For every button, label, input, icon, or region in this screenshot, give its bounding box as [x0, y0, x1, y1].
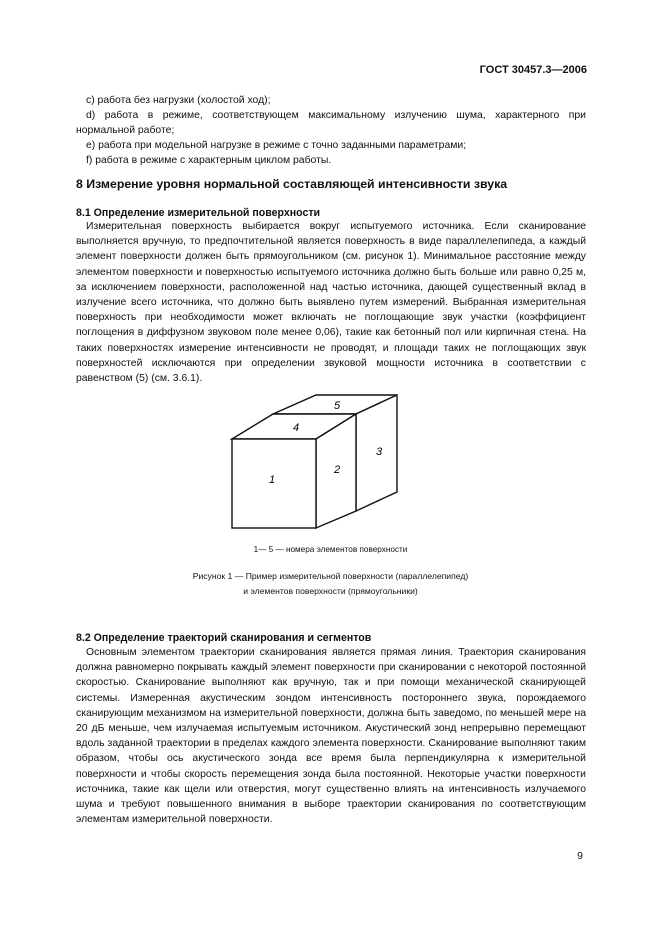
section-8-heading: 8 Измерение уровня нормальной составляющей интенсивности звука [76, 177, 508, 191]
element-label-1: 1 [268, 474, 276, 486]
element-label-5: 5 [333, 400, 341, 412]
list-item-c: c) работа без нагрузки (холостой ход); [86, 95, 271, 106]
list-item-f: f) работа в режиме с характерным циклом работы. [86, 155, 332, 166]
element-label-4: 4 [292, 422, 300, 434]
figure-caption-line-1: Рисунок 1 — Пример измерительной поверхности (параллелепипед) [192, 571, 469, 581]
figure-caption [0, 569, 661, 599]
section-8-1-paragraph: Измерительная поверхность выбирается вокруг испытуемого источника. Если сканирование выполняется вручную, то предпочтительной является поверхность в виде параллелепипеда, а каждый элемент поверхности должен быть прямоугольником (см. рисунок 1). Минимальное расстояние между элементом поверхности и поверхностью испытуемого источника должно быть больше или равно 0,25 м, за исключением поверхности, расположенной над частью источника, дающей существенный вклад в излучение всего источника, что должно быть выявлено путем измерений. Выбранная измерительная поверхность при необходимости может включать не поглощающие звук участки (коэффициент поглощения в диффузном звуковом поле менее 0,06), такие как бетонный пол или кирпичная стена. На таких поверхностях измерение интенсивности не проводят, и площади таких не поглощающих звук поверхностей исключаются при определении звуковой мощности источника в соответствии с равенством (5) (см. 3.6.1). [76, 221, 586, 385]
list-item-e: e) работа при модельной нагрузке в режиме с точно заданными параметрами; [86, 140, 467, 151]
page-number: 9 [577, 850, 583, 862]
figure-1-parallelepiped [0, 390, 661, 590]
figure-legend: 1— 5 — номера элементов поверхности [253, 545, 408, 554]
list-item-d: d) работа в режиме, соответствующем максимальному излучению шума, характерного при нормальной работе; [76, 110, 586, 137]
section-8-2-heading: 8.2 Определение траекторий сканирования и сегментов [76, 632, 372, 644]
section-8-2-paragraph: Основным элементом траектории сканирования является прямая линия. Траектория сканирования должна равномерно покрывать каждый элемент поверхности при сканировании с некоторой постоянной скоростью. Сканирование выполняют как вручную, так и при помощи механической сканирующей системы. Измеренная акустическим зондом интенсивность постороннего звука, порождаемого сканирующим механизмом на измерительной поверхности, должна быть заведомо, по меньшей мере на 20 дБ меньше, чем излучаемая испытуемым источником. Акустический зонд непрерывно перемещают вдоль заданной траектории в пределах каждого элемента поверхности. Сканирование выполняют таким образом, чтобы ось акустического зонда все время была перпендикулярна к измерительной поверхности и чтобы скорость перемещения зонда была постоянной. Некоторые участки поверхности источника, такие как щели или отверстия, могут существенно влиять на интенсивность излучаемого шума и требуют повышенного внимания в выборе траектории сканирования по соответствующим элементам измерительной поверхности. [76, 647, 586, 826]
element-label-3: 3 [375, 446, 383, 458]
figure-caption-line-2: и элементов поверхности (прямоугольники) [243, 586, 418, 596]
section-8-1-heading: 8.1 Определение измерительной поверхности [76, 207, 321, 219]
document-header: ГОСТ 30457.3—2006 [479, 64, 587, 76]
element-label-2: 2 [333, 464, 341, 476]
